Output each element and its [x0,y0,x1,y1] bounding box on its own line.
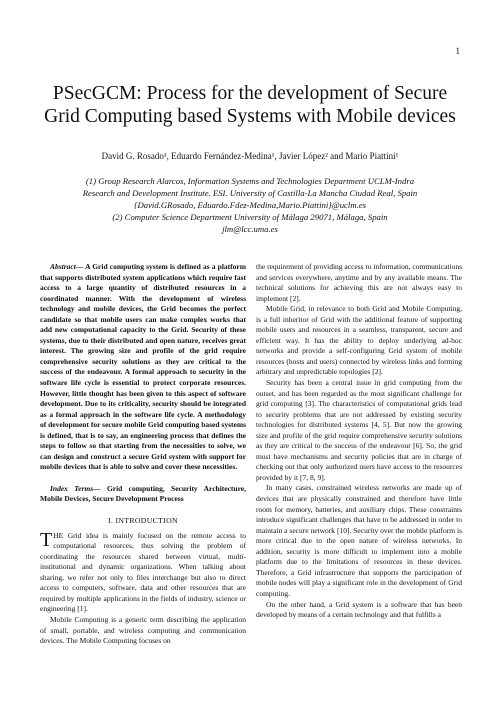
affiliations [40,175,460,235]
affiliation-line: (1) Group Research Alarcos, Information Systems and Technologies Department UCLM-Indra [85,176,415,186]
affiliation-line: (2) Computer Science Department University of Málaga 29071, Málaga, Spain [112,212,388,222]
intro-text: HE Grid idea is mainly focused on the remote access to computational resources, thus solving the problem of coordinating the resources shared between virtual, multi-institutional and dynamic organizations. When talking about sharing, we refer not only to files interchange but also to direct access to computers, software, data and other resources that are required by multiple applications in the fields of industry, science or engineering [1]. [40,530,246,614]
index-terms-text: Grid computing, Security Architecture, Mobile Devices, Secure Development Process [40,483,246,504]
left-column [40,262,246,647]
paper-title: PSecGCM: Process for the development of Secure Grid Computing based Systems with Mobile devices [44,83,456,127]
section-heading: I. INTRODUCTION [108,516,178,526]
body-paragraph: Security has been a central issue in grid computing from the outset, and has been regarded as the most significant challenge for grid computing [3]. The characteristics of computational grids lead to security problems that are not addressed by existing security technologies for distributed systems [4, 5]. But now the growing size and profile of the grid require comprehensive security solutions as they are critical to the success of the endeavour [6]. So, the grid must have mechanisms and security policies that are in charge of checking out that only authorized users have access to the resources provided by it [7, 8, 9]. [256,378,462,482]
right-column [256,262,462,621]
email-line: {David.GRosado, Eduardo.Fdez-Medina,Mario.Piattini}@uclm.es [133,200,367,210]
body-paragraph: On the other hand, a Grid system is a software that has been developed by means of a certain technology and that fulfills a [256,599,462,620]
email-line: jlm@lcc.uma.es [222,224,278,234]
abstract-text: A Grid computing system is defined as a platform that supports distributed system applications which require fast access to a large quantity of distributed resources in a coordinated manner. With the development of wireless technology and mobile devices, the Grid becomes the perfect candidate so that mobile users can make complex works that add new computational capacity to the Grid. Security of these systems, due to their distributed and open nature, receives great interest. The growing size and profile of the grid require comprehensive security solutions as they are critical to the success of the endeavour. A formal approach to security in the software life cycle is essential to protect corporate resources. However, little thought has been given to this aspect of software development. Due to its criticality, security should be integrated as a formal approach in the software life cycle. A methodology of development for secure mobile Grid computing based systems is defined, that is to say, an engineering process that defines the steps to follow so that starting from the necessities to solve, we can design and construct a secure Grid system with support for mobile devices that is able to solve and cover these necessities. [40,262,246,472]
index-terms [40,484,246,505]
drop-cap: T [40,528,53,551]
abstract [40,262,246,473]
body-paragraph: the requirement of providing access to information, communications and services everywhere, anytime and by any available means. The technical solutions for achieving this are not always easy to implement [2]. [256,262,462,303]
page-number: 1 [455,46,460,56]
author-list: David G. Rosado¹, Eduardo Fernández-Medina¹, Javier López² and Mario Piattini¹ [101,151,399,161]
abstract-lead: Abstract— [50,262,84,271]
intro-paragraph: Mobile Computing is a generic term describing the application of small, portable, and wireless computing and communication devices. The Mobile Computing focuses on [40,614,246,646]
affiliation-line: Research and Development Institute. ESI. University of Castilla-La Mancha Ciudad Real, Spain [82,188,418,198]
index-terms-lead: Index Terms— [50,483,101,493]
intro-paragraph [40,528,246,615]
body-paragraph: In many cases, constrained wireless networks are made up of devices that are physically constrained and therefore have little room for memory, batteries, and auxiliary chips. These constraints introduce significant challenges that have to be addressed in order to maintain a secure network [10]. Security over the mobile platform is more critical due to the open nature of wireless networks. In addition, security is more difficult to implement into a mobile platform due to the limitations of resources in these devices. Therefore, a Grid infrastructure that supports the participation of mobile nodes will play a significant role in the development of Grid computing. [256,483,462,598]
body-paragraph: Mobile Grid, in relevance to both Grid and Mobile Computing, is a full inheritor of Grid with the additional feature of supporting mobile users and resources in a seamless, transparent, secure and efficient way. It has the ability to deploy underlying ad-hoc networks and provide a self-configuring Grid system of mobile resources (hosts and users) connected by wireless links and forming arbitrary and unpredictable topologies [2]. [256,304,462,377]
